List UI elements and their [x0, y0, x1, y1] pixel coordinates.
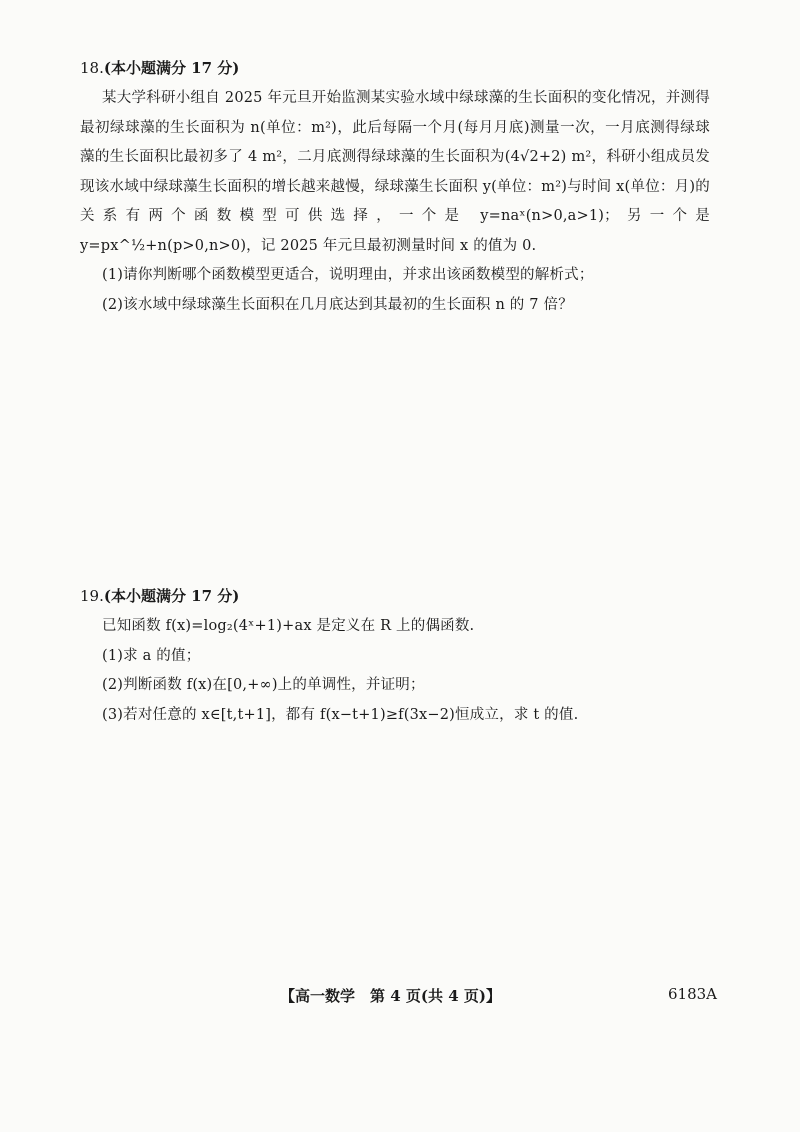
question-18-part-2: (2)该水域中绿球藻生长面积在几月底达到其最初的生长面积 n 的 7 倍？ [102, 296, 573, 313]
question-18-number: 18. [80, 59, 104, 77]
question-19-part-3: (3)若对任意的 x∈[t,t+1]，都有 f(x−t+1)≥f(3x−2)恒成立，求 t 的值. [102, 706, 579, 723]
question-19 [80, 586, 710, 730]
question-19-part-1: (1)求 a 的值； [102, 647, 201, 664]
footer-page-label: 【高一数学 第 4 页(共 4 页)】 [280, 987, 501, 1005]
question-18 [80, 58, 710, 320]
question-19-score: (本小题满分 17 分) [103, 587, 240, 605]
question-18-part-1: (1)请你判断哪个函数模型更适合，说明理由，并求出该函数模型的解析式； [102, 267, 594, 283]
question-18-stem: 某大学科研小组自 2025 年元旦开始监测某实验水域中绿球藻的生长面积的变化情况，并测得最初绿球藻的生长面积为 n(单位：m²)，此后每隔一个月(每月月底)测量一次，一月底测得绿球藻的生长面积比最初多了 4 m²，二月底测得绿球藻的生长面积为(4√2+2) m²，科研小组成员发现该水域中绿球藻生长面积的增长越来越慢，绿球藻生长面积 y(单位：m²)与时间 x(单位：月)的关系有两个函数模型可供选择，一个是 y=naˣ(n>0,a>1)；另一个是 y=px^½+n(p>0,n>0)，记 2025 年元旦最初测量时间 x 的值为 0. [80, 90, 710, 254]
question-18-heading [80, 58, 710, 78]
question-19-part-2: (2)判断函数 f(x)在[0,+∞)上的单调性，并证明； [102, 677, 425, 693]
question-19-stem: 已知函数 f(x)=log₂(4ˣ+1)+ax 是定义在 R 上的偶函数. [102, 618, 475, 634]
footer-paper-code: 6183A [668, 985, 718, 1003]
question-18-score: (本小题满分 17 分) [103, 59, 240, 77]
question-19-number: 19. [80, 587, 104, 605]
question-19-heading [80, 586, 710, 606]
